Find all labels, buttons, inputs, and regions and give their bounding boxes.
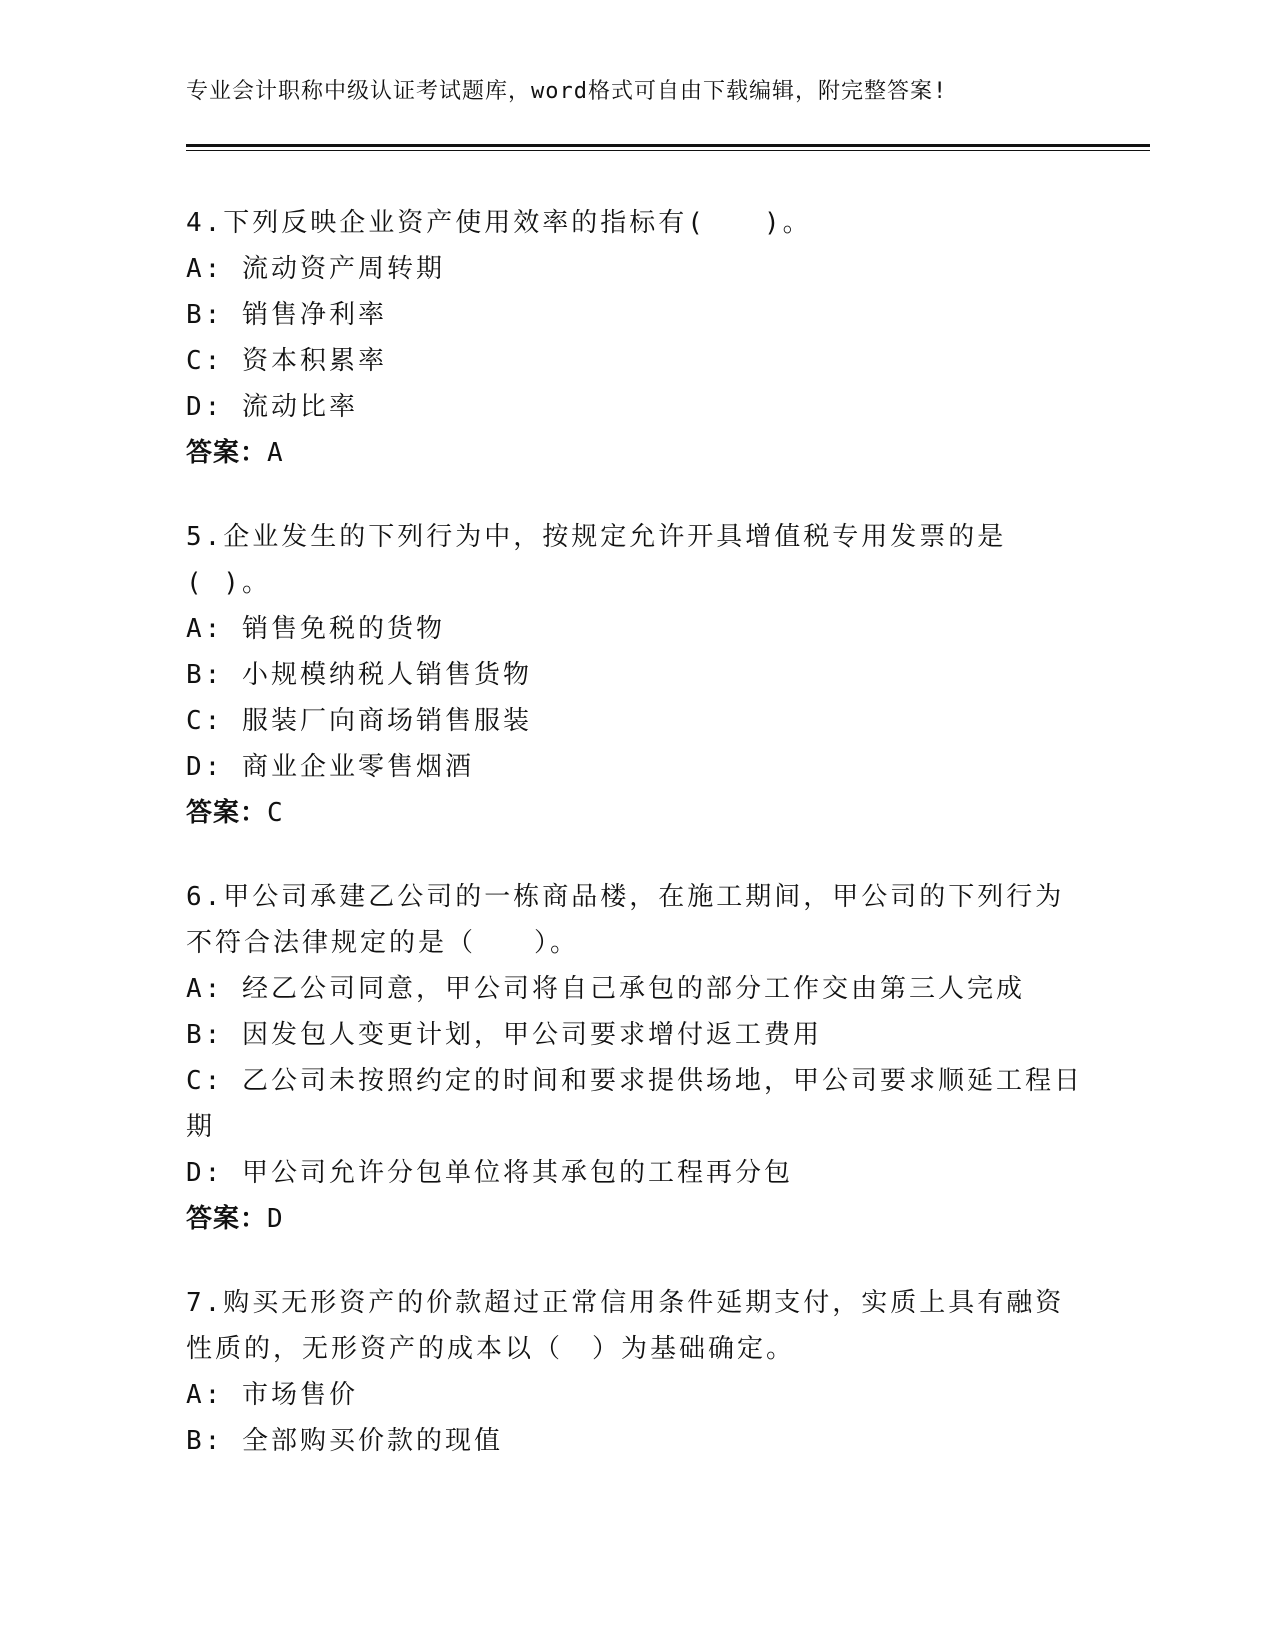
answer-line [186, 1196, 1086, 1242]
answer-label: 答案： [186, 1204, 268, 1234]
page-header: 专业会计职称中级认证考试题库，word格式可自由下载编辑，附完整答案! [186, 79, 948, 104]
question-stem: 6.甲公司承建乙公司的一栋商品楼，在施工期间，甲公司的下列行为不符合法律规定的是（ ）。 [186, 882, 1065, 958]
answer-label: 答案： [186, 798, 268, 828]
option-c: C: 服装厂向商场销售服装 [186, 706, 532, 736]
option-a: A: 流动资产周转期 [186, 254, 445, 284]
question-stem: 7.购买无形资产的价款超过正常信用条件延期支付，实质上具有融资性质的，无形资产的成本以（ ）为基础确定。 [186, 1288, 1065, 1364]
answer-value: A [267, 438, 284, 468]
answer-value: C [267, 798, 284, 828]
option-b: B: 销售净利率 [186, 300, 387, 330]
option-c: C: 乙公司未按照约定的时间和要求提供场地，甲公司要求顺延工程日期 [186, 1066, 1083, 1142]
option-d: D: 流动比率 [186, 392, 358, 422]
question-4 [186, 200, 1086, 476]
answer-label: 答案： [186, 438, 268, 468]
option-b: B: 小规模纳税人销售货物 [186, 660, 532, 690]
answer-line [186, 790, 1086, 836]
header-rule-thin [186, 150, 1150, 151]
answer-line [186, 430, 1086, 476]
answer-value: D [267, 1204, 284, 1234]
question-6 [186, 874, 1086, 1242]
option-a: A: 经乙公司同意，甲公司将自己承包的部分工作交由第三人完成 [186, 974, 1025, 1004]
header-rule-thick [186, 144, 1150, 147]
option-a: A: 销售免税的货物 [186, 614, 445, 644]
option-a: A: 市场售价 [186, 1380, 358, 1410]
option-d: D: 甲公司允许分包单位将其承包的工程再分包 [186, 1158, 793, 1188]
question-stem: 5.企业发生的下列行为中，按规定允许开具增值税专用发票的是( )。 [186, 522, 1007, 598]
option-c: C: 资本积累率 [186, 346, 387, 376]
option-b: B: 因发包人变更计划，甲公司要求增付返工费用 [186, 1020, 822, 1050]
question-stem: 4.下列反映企业资产使用效率的指标有( )。 [186, 208, 812, 238]
option-b: B: 全部购买价款的现值 [186, 1426, 503, 1456]
question-list [186, 200, 1086, 1502]
question-5 [186, 514, 1086, 836]
option-d: D: 商业企业零售烟酒 [186, 752, 474, 782]
question-7 [186, 1280, 1086, 1464]
